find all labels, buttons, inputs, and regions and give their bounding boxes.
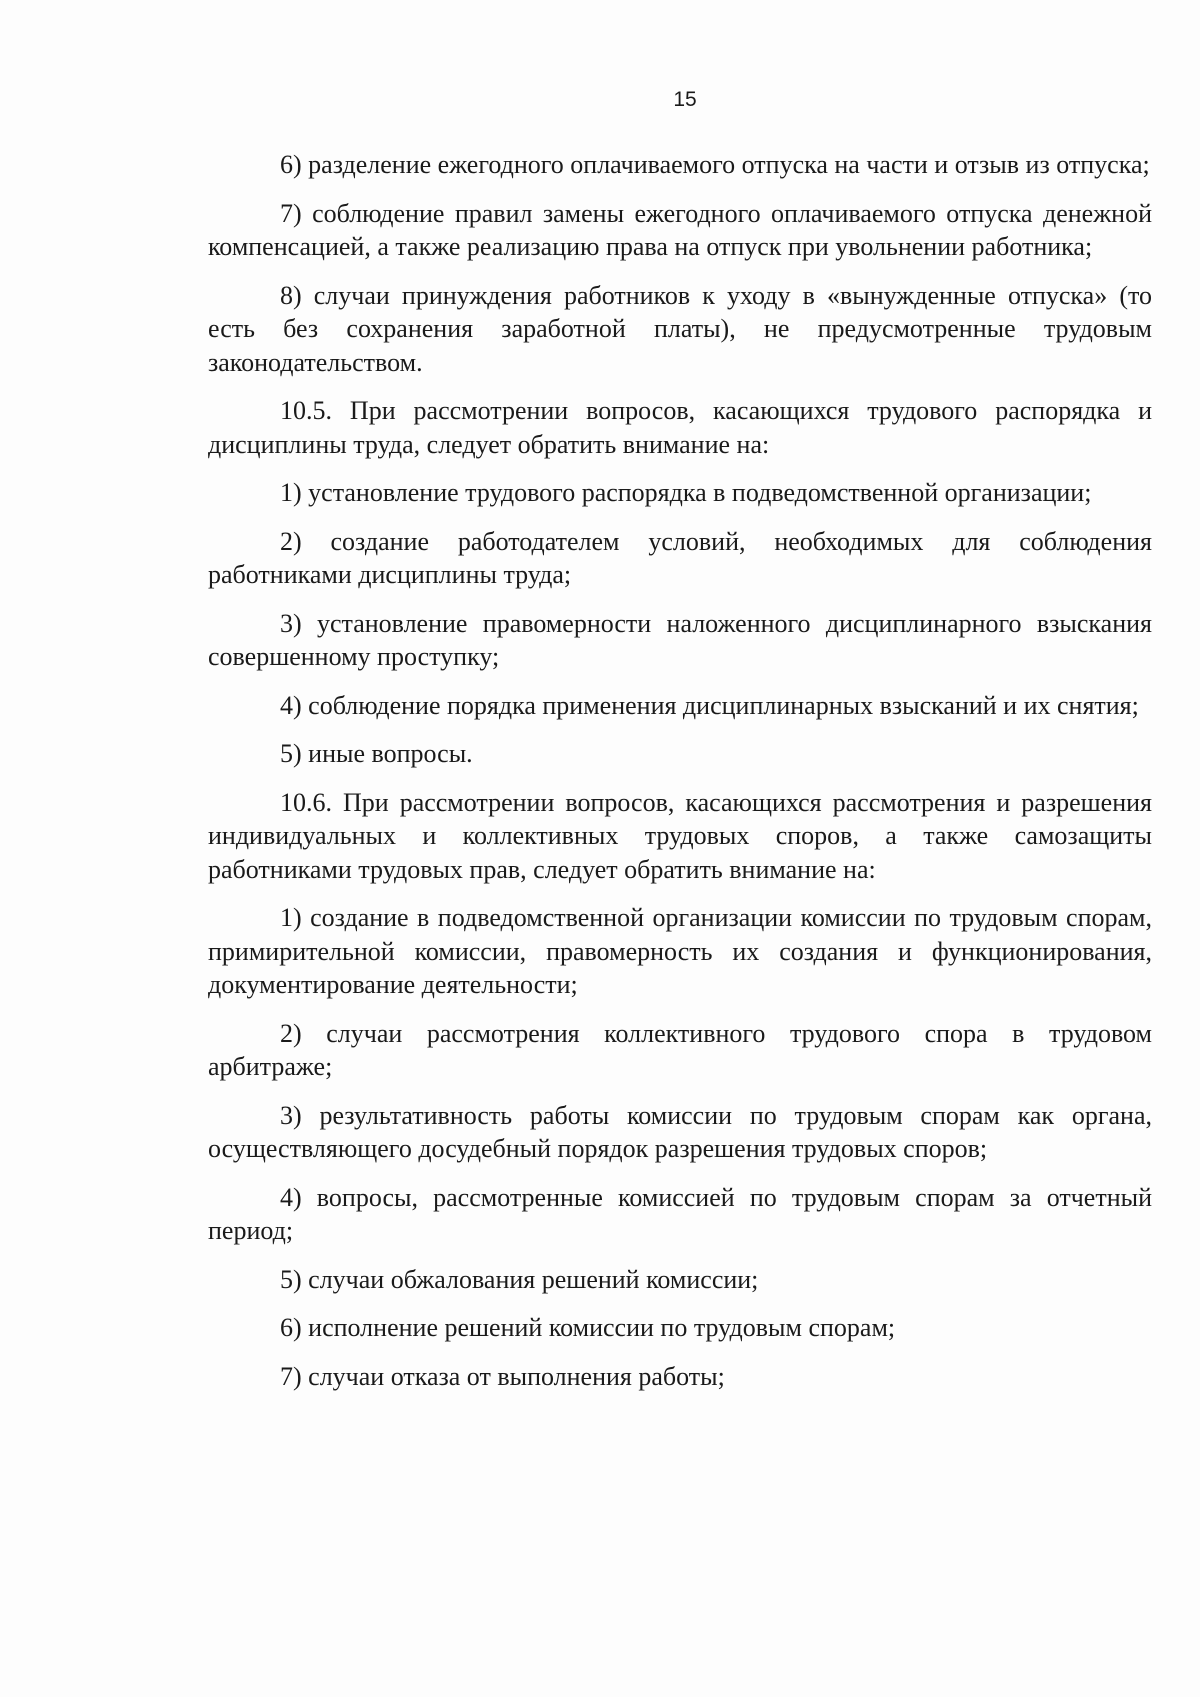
section-10-6-item-2: 2) случаи рассмотрения коллективного трудового спора в трудовом арбитраже; (208, 1018, 1152, 1081)
section-10-6-item-5: 5) случаи обжалования решений комиссии; (280, 1264, 759, 1294)
section-10-5-item-5: 5) иные вопросы. (280, 739, 473, 768)
list-item-8-forced-leave: 8) случаи принуждения работников к уходу в «вынужденные отпуска» (то есть без сохранения заработной платы), не предусмотренные трудовым законодательством. (208, 280, 1152, 377)
section-10-5-item-4: 4) соблюдение порядка применения дисциплинарных взысканий и их снятия; (280, 690, 1139, 720)
section-10-6-intro: 10.6. При рассмотрении вопросов, касающихся рассмотрения и разрешения индивидуальных и коллективных трудовых споров, а также самозащиты работниками трудовых прав, следует обратить внимание на: (208, 787, 1152, 884)
page-number: 15 (673, 88, 697, 111)
section-10-5-item-3: 3) установление правомерности наложенного дисциплинарного взыскания совершенному проступку; (208, 608, 1152, 671)
section-10-6-item-1: 1) создание в подведомственной организации комиссии по трудовым спорам, примирительной комиссии, правомерность их создания и функционирования, документирование деятельности; (208, 903, 1152, 999)
section-10-5-item-2: 2) создание работодателем условий, необходимых для соблюдения работниками дисциплины труда; (208, 526, 1152, 589)
list-item-6-leave-division: 6) разделение ежегодного оплачиваемого отпуска на части и отзыв из отпуска; (280, 150, 1150, 179)
list-item-7-leave-compensation: 7) соблюдение правил замены ежегодного оплачиваемого отпуска денежной компенсацией, а также реализацию права на отпуск при увольнении работника; (208, 198, 1152, 261)
section-10-5-intro: 10.5. При рассмотрении вопросов, касающихся трудового распорядка и дисциплины труда, следует обратить внимание на: (208, 396, 1152, 459)
section-10-6-item-4: 4) вопросы, рассмотренные комиссией по трудовым спорам за отчетный период; (208, 1182, 1152, 1245)
section-10-6-item-3: 3) результативность работы комиссии по трудовым спорам как органа, осуществляющего досудебный порядок разрешения трудовых споров; (208, 1100, 1152, 1163)
document-body (208, 148, 1152, 1393)
section-10-5-item-1: 1) установление трудового распорядка в подведомственной организации; (280, 478, 1092, 507)
section-10-6-item-7: 7) случаи отказа от выполнения работы; (280, 1361, 725, 1391)
section-10-6-item-6: 6) исполнение решений комиссии по трудовым спорам; (280, 1313, 896, 1342)
